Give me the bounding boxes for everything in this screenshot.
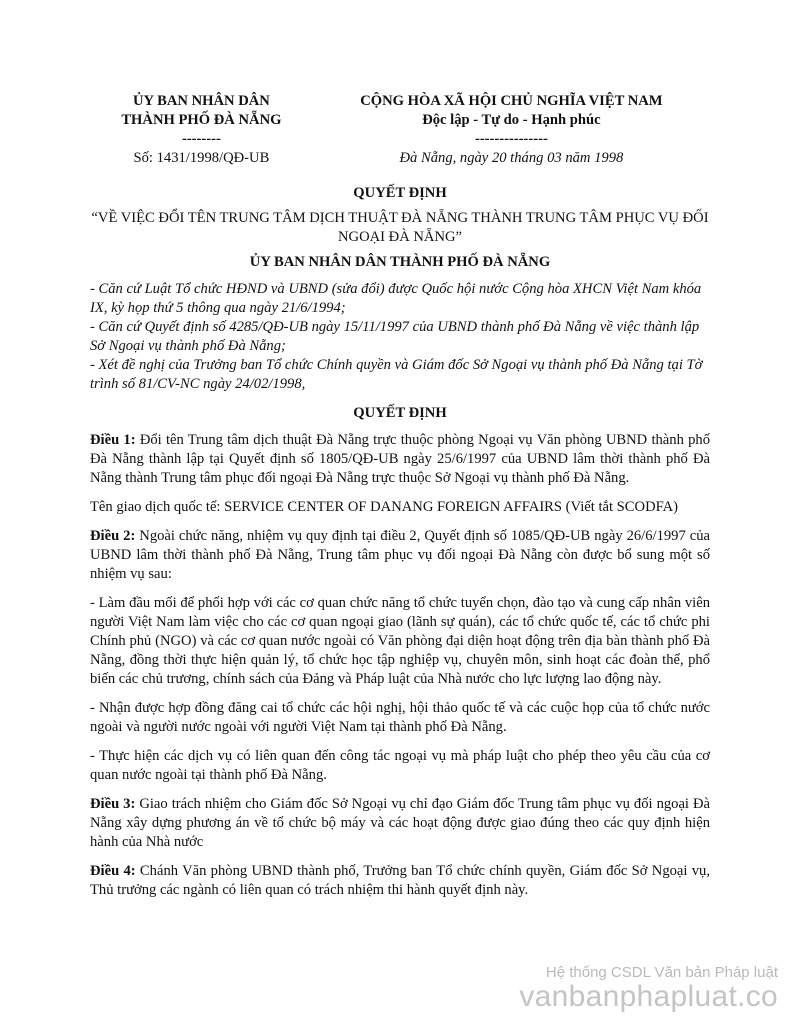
document-page (90, 92, 710, 900)
article-1 (90, 431, 710, 488)
country-name: CỘNG HÒA XÃ HỘI CHỦ NGHĨA VIỆT NAM (360, 93, 663, 109)
decision-heading: QUYẾT ĐỊNH (353, 405, 447, 421)
duty-item: - Nhận được hợp đồng đăng cai tổ chức các hội nghị, hội thảo quốc tế và các cuộc họp của tổ chức nước ngoài và người nước ngoài với người Việt Nam tại thành phố Đà Nẵng. (90, 700, 710, 735)
article-1-text: Đổi tên Trung tâm dịch thuật Đà Nẵng trực thuộc phòng Ngoại vụ Văn phòng UBND thành phố Đà Nẵng thành lập tại Quyết định số 1805/QĐ-UB ngày 25/6/1997 của UBND lâm thời thành phố Đà Nẵng thành Trung tâm phục đối ngoại Đà Nẵng trực thuộc Sở Ngoại vụ thành phố Đà Nẵng. (90, 432, 710, 486)
national-motto-block (313, 92, 710, 168)
decision-title: QUYẾT ĐỊNH (353, 185, 447, 201)
duty-item: - Thực hiện các dịch vụ có liên quan đến công tác ngoại vụ mà pháp luật cho phép theo yêu cầu của cơ quan nước ngoài tại thành phố Đà Nẵng. (90, 748, 710, 783)
issuer-line1: ỦY BAN NHÂN DÂN (132, 93, 270, 109)
article-4 (90, 862, 710, 900)
article-4-label: Điều 4: (90, 863, 136, 879)
authority-heading: ỦY BAN NHÂN DÂN THÀNH PHỐ ĐÀ NẴNG (249, 254, 551, 270)
legal-basis-item: - Xét đề nghị của Trưởng ban Tổ chức Chính quyền và Giám đốc Sở Ngoại vụ thành phố Đà Nẵng tại Tờ trình số 81/CV-NC ngày 24/02/1998, (90, 357, 703, 392)
document-date: Đà Nẵng, ngày 20 tháng 03 năm 1998 (399, 150, 624, 166)
watermark-site: vanbanphapluat.co (519, 980, 778, 1013)
watermark-caption: Hệ thống CSDL Văn bản Pháp luật (545, 964, 778, 981)
article-2 (90, 527, 710, 584)
article-4-text: Chánh Văn phòng UBND thành phố, Trưởng ban Tổ chức chính quyền, Giám đốc Sở Ngoại vụ, Thủ trưởng các ngành có liên quan có trách nhiệm thi hành quyết định này. (90, 863, 710, 898)
issuer-rule: -------- (181, 131, 221, 147)
article-3-text: Giao trách nhiệm cho Giám đốc Sở Ngoại vụ chỉ đạo Giám đốc Trung tâm phục vụ đối ngoại Đà Nẵng xây dựng phương án về tổ chức bộ máy và các hoạt động được giao đúng theo các quy định hiện hành của Nhà nước (90, 796, 710, 850)
article-2-label: Điều 2: (90, 528, 136, 544)
document-number: Số: 1431/1998/QĐ-UB (133, 150, 270, 166)
article-3 (90, 795, 710, 852)
decision-subject: “VỀ VIỆC ĐỔI TÊN TRUNG TÂM DỊCH THUẬT ĐÀ NẴNG THÀNH TRUNG TÂM PHỤC VỤ ĐỐI NGOẠI ĐÀ NẴNG” (91, 210, 709, 245)
article-2-text: Ngoài chức năng, nhiệm vụ quy định tại điều 2, Quyết định số 1085/QĐ-UB ngày 26/6/1997 của UBND lâm thời thành phố Đà Nẵng, Trung tâm phục vụ đối ngoại Đà Nẵng còn được bổ sung một số nhiệm vụ sau: (90, 528, 710, 582)
document-header (90, 92, 710, 168)
legal-basis-item: - Căn cứ Quyết định số 4285/QĐ-UB ngày 15/11/1997 của UBND thành phố Đà Nẵng về việc thành lập Sở Ngoại vụ thành phố Đà Nẵng; (90, 319, 700, 354)
issuer-block (90, 92, 313, 168)
article-3-label: Điều 3: (90, 796, 136, 812)
issuer-line2: THÀNH PHỐ ĐÀ NẴNG (121, 112, 282, 128)
duty-item: - Làm đầu mối để phối hợp với các cơ quan chức năng tổ chức tuyển chọn, đào tạo và cung cấp nhân viên người Việt Nam làm việc cho các cơ quan ngoại giao (lãnh sự quán), các tổ chức quốc tế, các tổ chức phi Chính phủ (NGO) và các cơ quan nước ngoài có Văn phòng đại diện hoạt động trên địa bàn thành phố Đà Nẵng, đồng thời thực hiện quản lý, tổ chức học tập nghiệp vụ, chuyên môn, sinh hoạt các đoàn thể, phổ biến các chủ trương, chính sách của Đảng và Pháp luật của Nhà nước cho lực lượng lao động này. (90, 595, 710, 687)
motto: Độc lập - Tự do - Hạnh phúc (422, 112, 601, 128)
legal-bases (90, 280, 710, 394)
motto-rule: --------------- (474, 131, 548, 147)
legal-basis-item: - Căn cứ Luật Tổ chức HĐND và UBND (sửa đổi) được Quốc hội nước Cộng hòa XHCN Việt Nam khóa IX, kỳ họp thứ 5 thông qua ngày 21/6/1994; (90, 281, 702, 316)
article-1-label: Điều 1: (90, 432, 136, 448)
international-name: Tên giao dịch quốc tế: SERVICE CENTER OF DANANG FOREIGN AFFAIRS (Viết tắt SCODFA) (90, 499, 679, 515)
